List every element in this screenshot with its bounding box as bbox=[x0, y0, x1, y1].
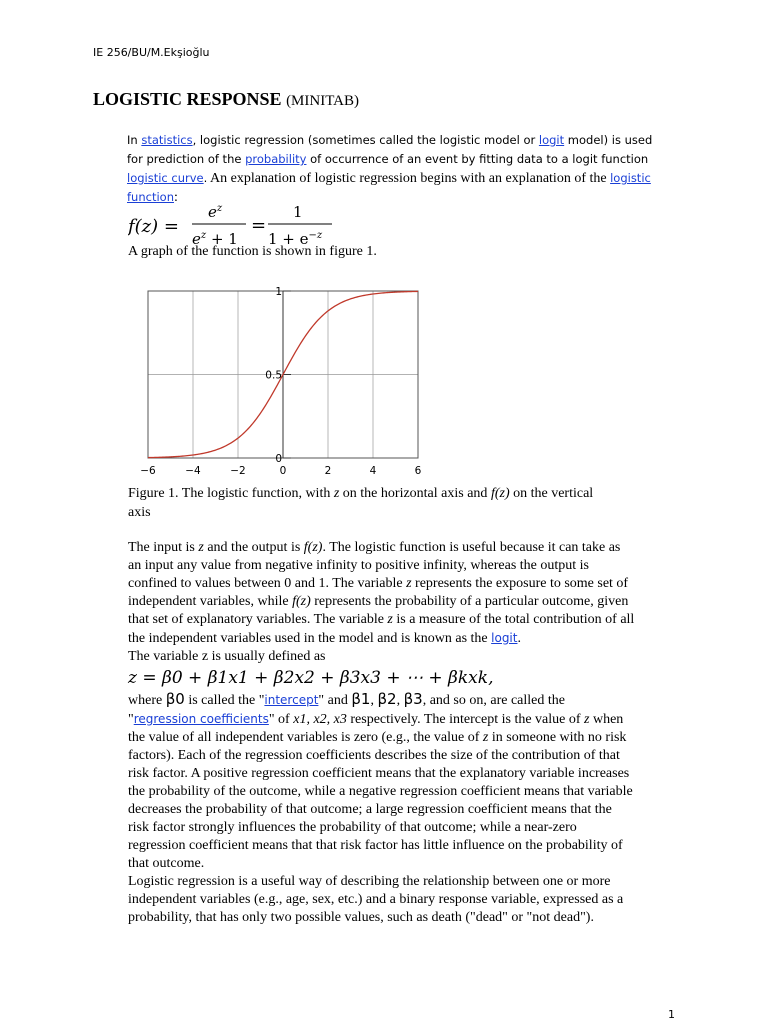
x-tick-label: 6 bbox=[414, 465, 422, 477]
x-tick-label: −4 bbox=[185, 465, 201, 477]
link-logit[interactable]: logit bbox=[538, 133, 565, 147]
x-tick-label: −6 bbox=[140, 465, 156, 477]
title-main: LOGISTIC RESPONSE bbox=[93, 89, 282, 109]
intro-text: . bbox=[203, 171, 208, 185]
link-intercept[interactable]: intercept bbox=[264, 693, 319, 707]
page-number: 1 bbox=[668, 1008, 675, 1021]
x-tick-label: 2 bbox=[324, 465, 332, 477]
title-sub: (MINITAB) bbox=[286, 93, 360, 109]
caption-text: on the vertical axis bbox=[128, 486, 594, 520]
formula-lhs: f(z) = bbox=[128, 216, 179, 237]
formula-den2: $1 + e^{-z}$ bbox=[268, 230, 323, 248]
logistic-chart bbox=[130, 282, 430, 482]
y-tick-label: 0.5 bbox=[265, 369, 282, 382]
x-tick-labels bbox=[140, 465, 421, 477]
link-probability[interactable]: probability bbox=[245, 152, 307, 166]
intro-text: of occurrence of an event by fitting data to a logit function bbox=[306, 152, 649, 166]
y-tick-label: 0 bbox=[275, 453, 282, 465]
intro-paragraph bbox=[127, 131, 657, 207]
figure-caption bbox=[128, 484, 618, 522]
paragraph: The variable z is usually defined as bbox=[128, 649, 326, 664]
intro-text: : bbox=[173, 190, 178, 205]
paragraph: The input is z and the output is f(z). The logistic function is useful because it can take as an input any value from negative infinity to positive infinity, whereas the output is confined to values between 0 and 1. The variable z represents the exposure to some set of independent variables, while f(z) represents the probability of a particular outcome, given that set of explanatory variables. The variable z is a measure of the total contribution of all the independent variables used in the model and is known as the logit. bbox=[128, 540, 635, 646]
intro-text: model) is used for prediction of the bbox=[127, 133, 653, 166]
logistic-formula bbox=[128, 200, 388, 248]
intro-text: , logistic regression (sometimes called the logistic model or bbox=[192, 133, 539, 147]
intro-text: In bbox=[127, 133, 142, 147]
caption-var: z bbox=[333, 486, 340, 501]
formula-den1: $e^z + 1$ bbox=[192, 230, 238, 248]
link-logit[interactable]: logit bbox=[491, 631, 518, 645]
formula-equals: = bbox=[251, 215, 267, 236]
caption-text: Figure 1. The logistic function, with bbox=[128, 486, 334, 501]
document-title bbox=[93, 89, 359, 110]
caption-var: f(z) bbox=[490, 486, 510, 501]
paragraph: where β0 is called the "intercept" and β1, β2, β3, and so on, are called the "regression coefficients" of x1, x2, x3 respectively. The intercept is the value of z when the value of all independent variables is zero (e.g., the value of z in someone with no risk factors). Each of the regression coefficients describes the size of the contribution of that risk factor. A positive regression coefficient means that the explanatory variable increases the probability of the outcome, while a negative regression coefficient means that variable decreases the probability of that outcome; a large regression coefficient means that the risk factor strongly influences the probability of that outcome; while a near-zero regression coefficient means that that risk factor has little influence on the probability of that outcome. bbox=[128, 690, 633, 871]
y-tick-labels bbox=[265, 286, 282, 465]
z-equation: z = β0 + β1x1 + β2x2 + β3x3 + ⋯ + βkxk, bbox=[128, 668, 494, 688]
link-logistic-function[interactable]: logistic function bbox=[127, 171, 651, 204]
link-logistic-curve[interactable]: logistic curve bbox=[127, 171, 204, 185]
body-text bbox=[128, 539, 636, 927]
link-statistics[interactable]: statistics bbox=[141, 133, 193, 147]
formula-num2: 1 bbox=[293, 203, 303, 221]
graph-intro: A graph of the function is shown in figure 1. bbox=[128, 244, 377, 259]
x-tick-label: 4 bbox=[369, 465, 377, 477]
x-tick-label: −2 bbox=[230, 465, 246, 477]
caption-text: on the horizontal axis and bbox=[339, 486, 491, 501]
page-header: IE 256/BU/M.Ekşioğlu bbox=[93, 46, 210, 59]
link-regression-coefficients[interactable]: regression coefficients bbox=[133, 712, 269, 726]
y-tick-label: 1 bbox=[275, 286, 282, 298]
x-tick-label: 0 bbox=[279, 465, 287, 477]
intro-text: An explanation of logistic regression begins with an explanation of the bbox=[207, 171, 611, 186]
formula-num1: $e^z$ bbox=[208, 203, 223, 221]
paragraph: Logistic regression is a useful way of describing the relationship between one or more independent variables (e.g., age, sex, etc.) and a binary response variable, expressed as a probability, that has only two possible values, such as death ("dead" or "not dead"). bbox=[128, 874, 624, 925]
